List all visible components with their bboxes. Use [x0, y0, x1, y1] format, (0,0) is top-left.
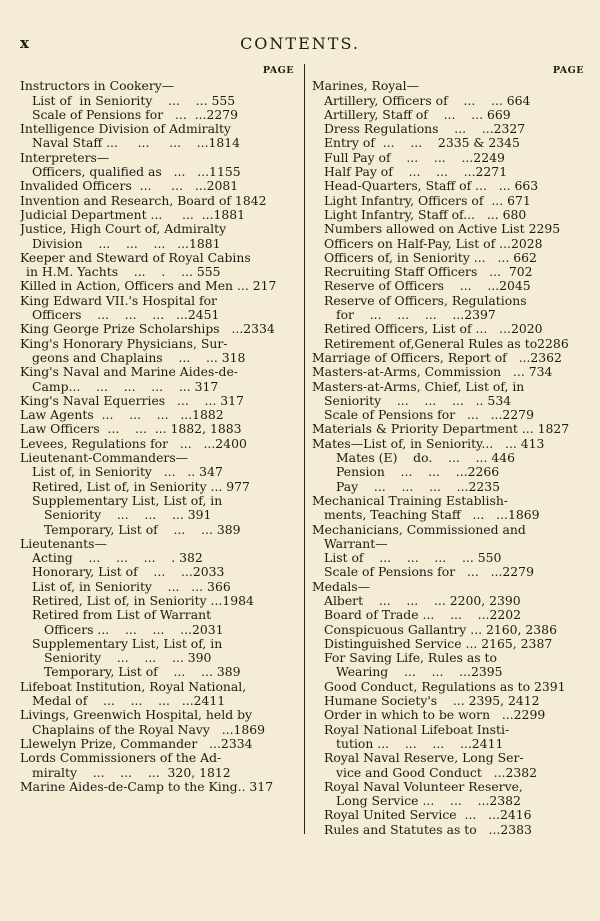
index-entry: Royal National Lifeboat Insti- [324, 722, 510, 737]
index-entry: Light Infantry, Staff of... ... 680 [324, 207, 527, 222]
index-entry: Judicial Department ... ... ...1881 [20, 207, 246, 222]
index-entry: King's Naval and Marine Aides-de- [20, 365, 238, 380]
index-entry: ments, Teaching Staff ... ...1869 [324, 508, 540, 523]
index-entry: Masters-at-Arms, Commission ... 734 [312, 365, 553, 380]
index-entry: Instructors in Cookery— [20, 79, 175, 94]
index-entry: vice and Good Conduct ...2382 [336, 765, 538, 780]
index-entry: Reserve of Officers, Regulations [324, 293, 527, 308]
index-entry: Honorary, List of ... ...2033 [32, 565, 225, 580]
index-entry: Dress Regulations ... ...2327 [324, 122, 526, 137]
index-entry: Division ... ... ... ...1881 [32, 236, 221, 251]
index-entry: Retirement of,General Rules as to2286 [324, 336, 569, 351]
index-entry: Numbers allowed on Active List 2295 [324, 222, 561, 237]
index-entry: Officers ... ... ... ...2451 [32, 308, 220, 323]
index-entry: Naval Staff ... ... ... ...1814 [32, 136, 241, 151]
index-entry: Entry of ... ... 2335 & 2345 [324, 136, 520, 151]
index-entry: Artillery, Staff of ... ... 669 [324, 107, 511, 122]
index-entry: Head-Quarters, Staff of ... ... 663 [324, 179, 539, 194]
index-entry: Distinguished Service ... 2165, 2387 [324, 636, 553, 651]
index-entry: Materials & Priority Department ... 1827 [312, 422, 570, 437]
index-entry: Scale of Pensions for ... ...2279 [324, 408, 534, 423]
index-entry: Good Conduct, Regulations as to 2391 [324, 679, 566, 694]
index-entry: Masters-at-Arms, Chief, List of, in [312, 379, 525, 394]
index-entry: For Saving Life, Rules as to [324, 651, 497, 666]
index-entry: Livings, Greenwich Hospital, held by [20, 708, 252, 723]
page-title: CONTENTS. [240, 34, 360, 53]
index-entry: geons and Chaplains ... ... 318 [32, 350, 246, 365]
column-divider [304, 64, 305, 834]
index-entry: Medal of ... ... ... ...2411 [32, 694, 226, 709]
index-entry: Board of Trade ... ... ...2202 [324, 608, 521, 623]
index-entry: Supplementary List, List of, in [32, 493, 223, 508]
index-entry: King's Honorary Physicians, Sur- [20, 336, 228, 351]
index-entry: Order in which to be worn ...2299 [324, 708, 546, 723]
index-entry: Llewelyn Prize, Commander ...2334 [20, 736, 253, 751]
index-entry: Levees, Regulations for ... ...2400 [20, 436, 247, 451]
index-entry: List of ... ... ... ... 550 [324, 551, 502, 566]
index-entry: Chaplains of the Royal Navy ...1869 [32, 722, 266, 737]
index-entry: tution ... ... ... ...2411 [336, 736, 504, 751]
index-entry: Supplementary List, List of, in [32, 636, 223, 651]
index-entry: for ... ... ... ...2397 [336, 308, 496, 323]
index-entry: Officers, qualified as ... ...1155 [32, 165, 241, 180]
index-entry: Full Pay of ... ... ...2249 [324, 150, 505, 165]
index-entry: King's Naval Equerries ... ... 317 [20, 393, 244, 408]
index-entry: Mechanical Training Establish- [312, 493, 508, 508]
index-entry: Camp... ... ... ... ... 317 [32, 379, 219, 394]
index-entry: Light Infantry, Officers of ... 671 [324, 193, 531, 208]
index-entry: Law Officers ... ... ... 1882, 1883 [20, 422, 242, 437]
index-entry: Intelligence Division of Admiralty [20, 122, 231, 137]
index-entry: Lifeboat Institution, Royal National, [20, 679, 247, 694]
index-entry: Warrant— [324, 536, 388, 551]
index-entry: Marines, Royal— [312, 79, 420, 94]
index-entry: Justice, High Court of, Admiralty [20, 222, 227, 237]
page-column-label: PAGE [262, 65, 294, 76]
index-entry: Pay ... ... ... ...2235 [336, 479, 500, 494]
index-entry: Marriage of Officers, Report of ...2362 [312, 350, 562, 365]
index-entry: Retired, List of, in Seniority ...1984 [32, 593, 254, 608]
index-entry: List of, in Seniority ... ... 366 [32, 579, 231, 594]
index-entry: Retired, List of, in Seniority ... 977 [32, 479, 250, 494]
index-entry: King Edward VII.'s Hospital for [20, 293, 217, 308]
page-header [0, 34, 600, 56]
index-entry: Invention and Research, Board of 1842 [20, 193, 267, 208]
index-entry: Keeper and Steward of Royal Cabins [20, 250, 251, 265]
index-entry: Royal United Service ... ...2416 [324, 808, 532, 823]
index-entry: List of in Seniority ... ... 555 [32, 93, 236, 108]
index-entry: miralty ... ... ... 320, 1812 [32, 765, 231, 780]
index-entry: Mechanicians, Commissioned and [312, 522, 526, 537]
right-column [312, 64, 584, 837]
index-entry: Seniority ... ... ... 391 [44, 508, 212, 523]
right-entry-list [312, 79, 584, 837]
index-entry: Royal Naval Volunteer Reserve, [324, 779, 523, 794]
left-column [20, 64, 294, 794]
index-entry: Pension ... ... ...2266 [336, 465, 500, 480]
page-column-label: PAGE [552, 65, 584, 76]
index-entry: Law Agents ... ... ... ...1882 [20, 408, 224, 423]
index-entry: Temporary, List of ... ... 389 [44, 522, 241, 537]
index-entry: Albert ... ... ... 2200, 2390 [324, 593, 521, 608]
index-entry: Mates (E) do. ... ... 446 [336, 451, 515, 466]
page-number: x [20, 34, 29, 52]
index-entry: Interpreters— [20, 150, 110, 165]
index-entry: Officers on Half-Pay, List of ...2028 [324, 236, 543, 251]
index-entry: Acting ... ... ... . 382 [32, 551, 203, 566]
index-entry: King George Prize Scholarships ...2334 [20, 322, 275, 337]
index-entry: Officers ... ... ... ...2031 [44, 622, 224, 637]
index-entry: Recruiting Staff Officers ... 702 [324, 265, 533, 280]
index-entry: Wearing ... ... ...2395 [336, 665, 503, 680]
index-entry: Artillery, Officers of ... ... 664 [324, 93, 531, 108]
index-entry: Scale of Pensions for ... ...2279 [324, 565, 534, 580]
index-entry: Marine Aides-de-Camp to the King.. 317 [20, 779, 274, 794]
index-entry: Seniority ... ... ... .. 534 [324, 393, 512, 408]
index-entry: Retired Officers, List of ... ...2020 [324, 322, 543, 337]
index-entry: Officers of, in Seniority ... ... 662 [324, 250, 537, 265]
index-entry: Seniority ... ... ... 390 [44, 651, 212, 666]
index-entry: Humane Society's ... 2395, 2412 [324, 694, 540, 709]
index-entry: Temporary, List of ... ... 389 [44, 665, 241, 680]
index-entry: Conspicuous Gallantry ... 2160, 2386 [324, 622, 557, 637]
index-entry: Scale of Pensions for ... ...2279 [32, 107, 239, 122]
index-entry: Lords Commissioners of the Ad- [20, 751, 222, 766]
index-entry: List of, in Seniority ... .. 347 [32, 465, 223, 480]
index-entry: Lieutenants— [20, 536, 107, 551]
index-entry: Lieutenant-Commanders— [20, 451, 189, 466]
index-entry: Retired from List of Warrant [32, 608, 212, 623]
index-entry: Rules and Statutes as to ...2383 [324, 822, 532, 837]
index-entry: Medals— [312, 579, 371, 594]
index-entry: Royal Naval Reserve, Long Ser- [324, 751, 524, 766]
index-entry: Reserve of Officers ... ...2045 [324, 279, 531, 294]
index-entry: Half Pay of ... ... ...2271 [324, 165, 508, 180]
left-entry-list [20, 79, 294, 794]
index-entry: in H.M. Yachts ... . ... 555 [26, 265, 221, 280]
index-entry: Invalided Officers ... ... ...2081 [20, 179, 239, 194]
index-entry: Long Service ... ... ...2382 [336, 794, 521, 809]
index-entry: Mates—List of, in Seniority... ... 413 [312, 436, 545, 451]
index-entry: Killed in Action, Officers and Men ... 217 [20, 279, 277, 294]
